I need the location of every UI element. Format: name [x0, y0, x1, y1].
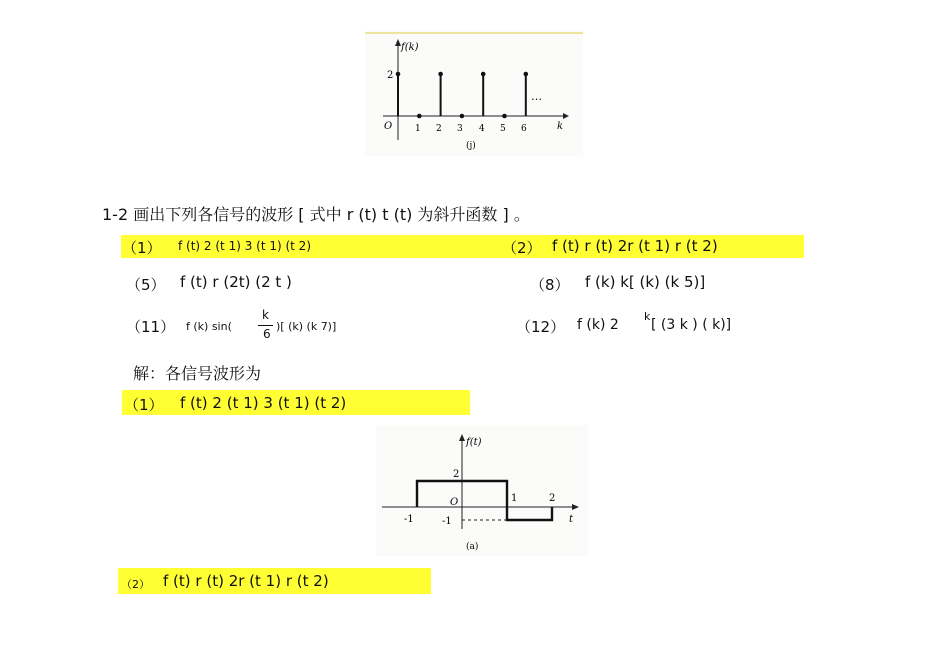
item-11-frac-num: k: [262, 308, 269, 322]
y-tick-neg1: -1: [442, 516, 452, 527]
item-1-number: （1）: [122, 239, 162, 257]
solution-2-expr: f (t) r (t) 2r (t 1) r (t 2): [163, 572, 329, 590]
solution-intro: 解：各信号波形为: [133, 364, 262, 383]
x-tick-1: 1: [511, 493, 518, 504]
y-axis-label: f(t): [466, 437, 482, 448]
x-tick-3: 3: [457, 124, 463, 134]
item-8-number: （8）: [530, 276, 570, 294]
item-11-frac-den: 6: [263, 327, 271, 341]
solution-2-number: （2）: [121, 578, 150, 591]
item-2-number: （2）: [502, 239, 542, 257]
ellipsis: …: [531, 90, 542, 103]
stem-point: [460, 114, 465, 119]
item-11-expr-pre: f (k) sin(: [186, 320, 232, 333]
item-2-expr: f (t) r (t) 2r (t 1) r (t 2): [552, 237, 718, 255]
x-tick-2: 2: [436, 124, 442, 134]
stem-point: [502, 114, 507, 119]
origin-label: O: [384, 121, 393, 132]
x-tick-6: 6: [521, 124, 527, 134]
item-8-expr: f (k) k[ (k) (k 5)]: [585, 273, 706, 291]
x-axis-label: t: [569, 514, 574, 525]
item-12-expr-post: [ (3 k ) ( k)]: [651, 317, 732, 333]
item-5-expr: f (t) r (2t) (2 t ): [180, 273, 292, 291]
solution-1-number: （1）: [124, 396, 164, 414]
item-12-number: （12）: [516, 318, 566, 336]
origin-label: O: [450, 497, 459, 508]
stem-point: [481, 72, 486, 77]
x-axis-label: k: [557, 121, 564, 132]
x-tick-1: 1: [415, 124, 421, 134]
figure-j-stem-plot: [365, 30, 583, 156]
item-12-expr-pre: f (k) 2: [577, 317, 619, 333]
figure-caption: (j): [466, 141, 476, 151]
problem-title: 1-2 画出下列各信号的波形 [ 式中 r (t) t (t) 为斜升函数 ] 。: [102, 205, 530, 224]
stem-point: [524, 72, 529, 77]
figure-caption: (a): [466, 542, 479, 552]
stem-point: [438, 72, 443, 77]
x-tick-neg1: -1: [404, 514, 414, 525]
x-tick-5: 5: [500, 124, 506, 134]
item-12-superscript: k: [644, 310, 651, 323]
stem-point: [417, 114, 422, 119]
y-tick-2: 2: [387, 70, 394, 81]
x-tick-4: 4: [479, 124, 485, 134]
figure-a-waveform: [376, 425, 588, 556]
item-11-expr-post: )[ (k) (k 7)]: [276, 320, 337, 333]
x-tick-2: 2: [549, 493, 556, 504]
item-1-expr: f (t) 2 (t 1) 3 (t 1) (t 2): [178, 239, 312, 253]
item-11-number: （11）: [126, 318, 176, 336]
stem-point: [396, 72, 401, 77]
y-tick-2: 2: [453, 469, 460, 480]
y-axis-label: f(k): [401, 42, 419, 53]
fraction-bar: [258, 325, 273, 326]
solution-1-expr: f (t) 2 (t 1) 3 (t 1) (t 2): [180, 394, 347, 412]
item-5-number: （5）: [126, 276, 166, 294]
